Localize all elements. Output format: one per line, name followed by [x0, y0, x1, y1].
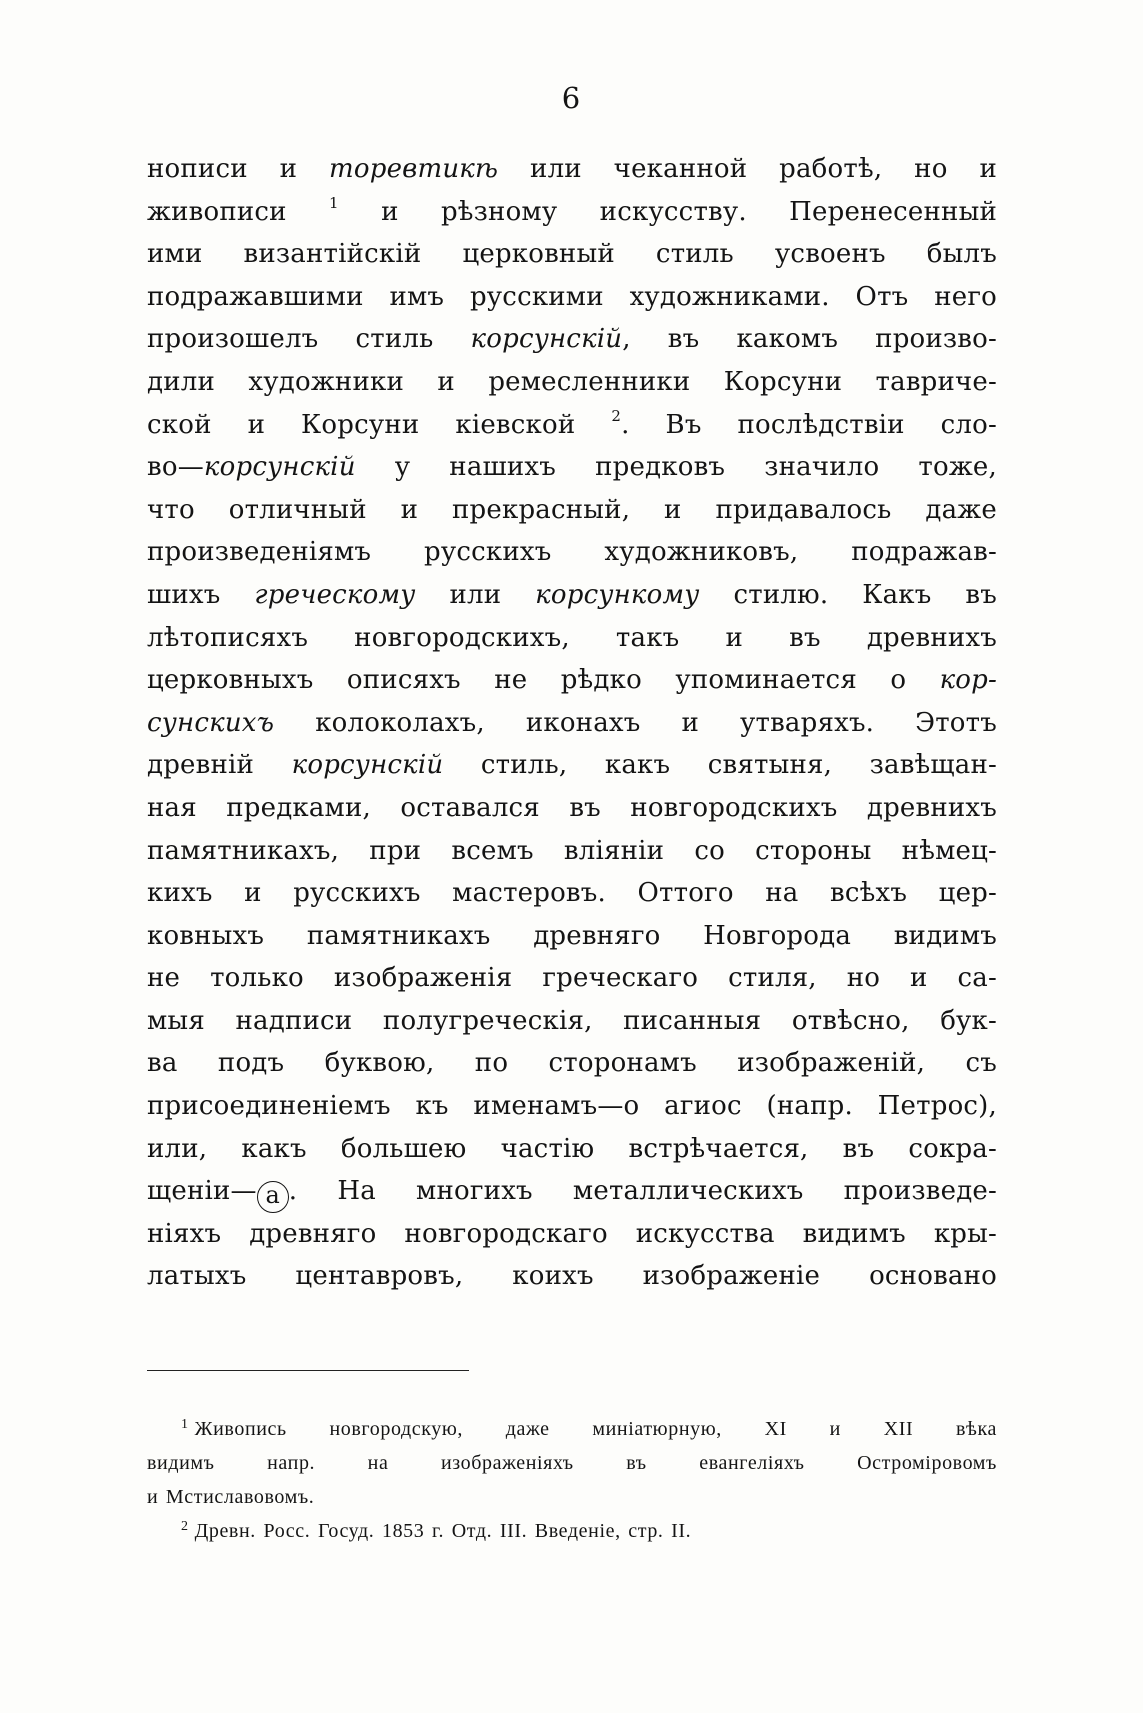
text-segment: лѣтописяхъ новгородскихъ, такъ и въ древнихъ: [147, 622, 997, 653]
text-segment: не только изображенія греческаго стиля, но и са-: [147, 963, 997, 994]
footnote-separator: [147, 1370, 469, 1371]
text-segment: церковныхъ описяхъ не рѣдко упоминается о: [147, 665, 940, 696]
text-segment: произведеніямъ русскихъ художниковъ, подражав-: [147, 537, 997, 568]
text-line: [147, 744, 997, 787]
text-segment: мыя надписи полугреческія, писанныя отвѣсно, бук-: [147, 1005, 997, 1036]
text-segment: и рѣзному искусству. Перенесенный: [338, 196, 997, 227]
footnote: [147, 1412, 997, 1514]
italic-term: корсунскій: [203, 452, 356, 483]
text-segment: произошелъ стиль: [147, 324, 471, 355]
text-line: [147, 404, 997, 447]
text-line: [147, 830, 997, 873]
text-segment: ской и Корсуни кіевской: [147, 409, 612, 440]
main-text: [147, 148, 997, 1298]
footnote-marker: 1: [181, 1417, 189, 1432]
text-segment: ніяхъ древняго новгородскаго искусства видимъ кры-: [147, 1218, 997, 1249]
footnote-line: [147, 1412, 997, 1446]
footnote-text: Древн. Росс. Госуд. 1853 г. Отд. III. Введеніе, стр. II.: [194, 1520, 692, 1542]
text-segment: . Въ послѣдствіи сло-: [621, 409, 997, 440]
footnote-line: [147, 1446, 997, 1480]
text-segment: присоединеніемъ къ именамъ—о агиос (напр. Петрос),: [147, 1091, 997, 1122]
text-segment: латыхъ центавровъ, коихъ изображеніе основано: [147, 1261, 997, 1292]
footnote-text: Живопись новгородскую, даже миніатюрную, XI и XII вѣка: [194, 1418, 997, 1440]
italic-term: корсунскій: [291, 750, 444, 781]
text-line: [147, 702, 997, 745]
text-line: [147, 1042, 997, 1085]
footnote-text: видимъ напр. на изображеніяхъ въ евангеліяхъ Остроміровомъ: [147, 1452, 997, 1474]
italic-term: кор-: [939, 665, 997, 696]
italic-term: торевтикѣ: [329, 154, 499, 184]
text-line: [147, 361, 997, 404]
text-line: [147, 489, 997, 532]
text-segment: или чеканной работѣ, но и: [498, 154, 997, 184]
text-line: [147, 531, 997, 574]
text-line: [147, 191, 997, 234]
page-number: 6: [561, 81, 582, 115]
text-segment: что отличный и прекрасный, и придавалось даже: [147, 494, 997, 525]
text-segment: ковныхъ памятникахъ древняго Новгорода видимъ: [147, 920, 997, 951]
text-line: [147, 1255, 997, 1298]
text-line: [147, 574, 997, 617]
text-line: [147, 446, 997, 489]
footnote: [147, 1514, 997, 1548]
text-line: [147, 957, 997, 1000]
italic-term: греческому: [254, 579, 416, 610]
text-segment: у нашихъ предковъ значило тоже,: [355, 452, 997, 483]
text-segment: , въ какомъ произво-: [622, 324, 997, 355]
text-line: [147, 318, 997, 361]
text-segment: . На многихъ металлическихъ произведе-: [288, 1176, 997, 1207]
text-line: [147, 872, 997, 915]
footnotes: [147, 1412, 997, 1548]
text-segment: стиль, какъ святыня, завѣщан-: [443, 750, 997, 781]
text-segment: нописи и: [147, 154, 330, 184]
text-line: [147, 1170, 997, 1213]
text-segment: дили художники и ремесленники Корсуни тавриче-: [147, 366, 997, 397]
footnote-reference: 2: [611, 406, 622, 425]
text-segment: живописи: [147, 196, 330, 227]
text-segment: щеніи—: [147, 1176, 257, 1207]
text-segment: подражавшими имъ русскими художниками. Отъ него: [147, 281, 997, 312]
italic-term: сунскихъ: [147, 707, 275, 738]
text-segment: стилю. Какъ въ: [699, 579, 997, 610]
text-segment: древній: [147, 750, 292, 781]
text-line: [147, 276, 997, 319]
text-segment: шихъ: [147, 579, 255, 610]
footnote-text: и Мстиславовомъ.: [147, 1486, 315, 1508]
footnote-line: [147, 1480, 997, 1514]
footnote-marker: 2: [181, 1519, 189, 1534]
text-line: [147, 787, 997, 830]
text-line: [147, 233, 997, 276]
text-line: [147, 1213, 997, 1256]
text-segment: памятникахъ, при всемъ вліяніи со стороны нѣмец-: [147, 835, 997, 866]
text-line: [147, 148, 997, 191]
footnote-reference: 1: [329, 193, 339, 212]
text-line: [147, 915, 997, 958]
text-segment: ная предками, оставался въ новгородскихъ древнихъ: [147, 792, 997, 823]
text-line: [147, 1085, 997, 1128]
text-line: [147, 1000, 997, 1043]
italic-term: корсунскій: [470, 324, 623, 355]
text-line: [147, 1128, 997, 1171]
text-segment: кихъ и русскихъ мастеровъ. Оттого на всѣхъ цер-: [147, 878, 997, 909]
text-segment: ва подъ буквою, по сторонамъ изображеній, съ: [147, 1048, 997, 1079]
text-segment: колоколахъ, иконахъ и утваряхъ. Этотъ: [274, 707, 997, 738]
text-line: [147, 617, 997, 660]
text-segment: или, какъ большею частію встрѣчается, въ сокра-: [147, 1133, 997, 1164]
italic-term: корсункому: [535, 579, 700, 610]
text-segment: во—: [147, 452, 204, 483]
text-segment: ими византійскій церковный стиль усвоенъ былъ: [147, 239, 997, 270]
circled-abbreviation: а: [257, 1181, 289, 1213]
text-line: [147, 659, 997, 702]
footnote-line: [147, 1514, 997, 1548]
text-segment: или: [415, 579, 536, 610]
